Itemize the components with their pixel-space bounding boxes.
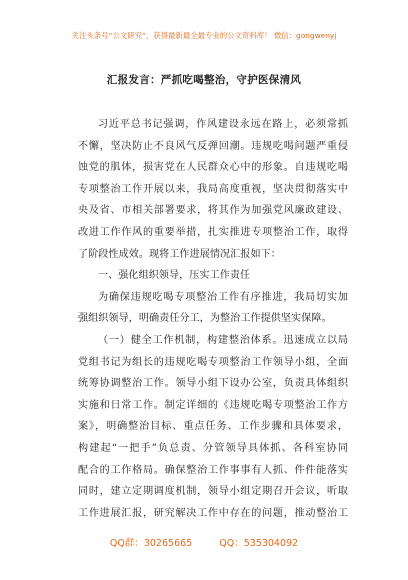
body-line: 工作进展汇报，研究解决工作中存在的问题，推动整治工 — [78, 507, 348, 519]
body-line: 不懈，坚决防止不良风气反弹回潮。违规吃喝问题严重侵 — [78, 140, 348, 152]
document-body — [78, 114, 348, 524]
body-line: 实施和日常工作。制定详细的《违规吃喝专项整治工作方 — [78, 399, 348, 411]
body-line: 改进工作作风的重要举措，扎实推进专项整治工作，取得 — [78, 226, 348, 238]
body-line: 强组织领导，明确责任分工，为整治工作提供坚实保障。 — [78, 313, 332, 325]
body-line: 为确保违规吃喝专项整治工作有序推进，我局切实加 — [98, 291, 348, 303]
body-line: 案》，明确整治目标、重点任务、工作步骤和具体要求， — [78, 421, 348, 433]
body-line: 蚀党的肌体，损害党在人民群众心中的形象。自违规吃喝 — [78, 162, 348, 174]
qq-contact-label: QQ：535304092 — [219, 538, 299, 549]
body-line: 央及省、市相关部署要求，将其作为加强党风廉政建设、 — [78, 205, 348, 217]
promo-banner: 关注头条号“公文研究”，获得最新最全最专业的公文资料库！ 微信：gongwenyj — [71, 31, 337, 40]
body-line: 党组书记为组长的违规吃喝专项整治工作领导小组，全面 — [78, 356, 348, 368]
body-line: 统筹协调整治工作。领导小组下设办公室，负责具体组织 — [78, 378, 348, 390]
body-line: 专项整治工作开展以来，我局高度重视，坚决贯彻落实中 — [78, 183, 348, 195]
body-line: 配合的工作格局。确保整治工作事事有人抓、件件能落实 — [78, 464, 348, 476]
body-line: 同时，建立定期调度机制，领导小组定期召开会议，听取 — [78, 486, 348, 498]
body-line: 构建起“一把手”负总责、分管领导具体抓、各科室协同 — [78, 442, 348, 454]
document-title: 汇报发言：严抓吃喝整治，守护医保清风 — [106, 74, 302, 86]
body-line: 了阶段性成效。现将工作进展情况汇报如下： — [78, 248, 281, 260]
section-heading: 一、强化组织领导，压实工作责任 — [98, 270, 251, 282]
body-line: （一）健全工作机制，构建整治体系。迅速成立以局 — [98, 334, 348, 346]
qq-group-label: QQ群：30265665 — [109, 538, 193, 549]
body-line: 习近平总书记强调，作风建设永远在路上，必须常抓 — [98, 119, 348, 130]
contact-footer — [0, 535, 408, 549]
